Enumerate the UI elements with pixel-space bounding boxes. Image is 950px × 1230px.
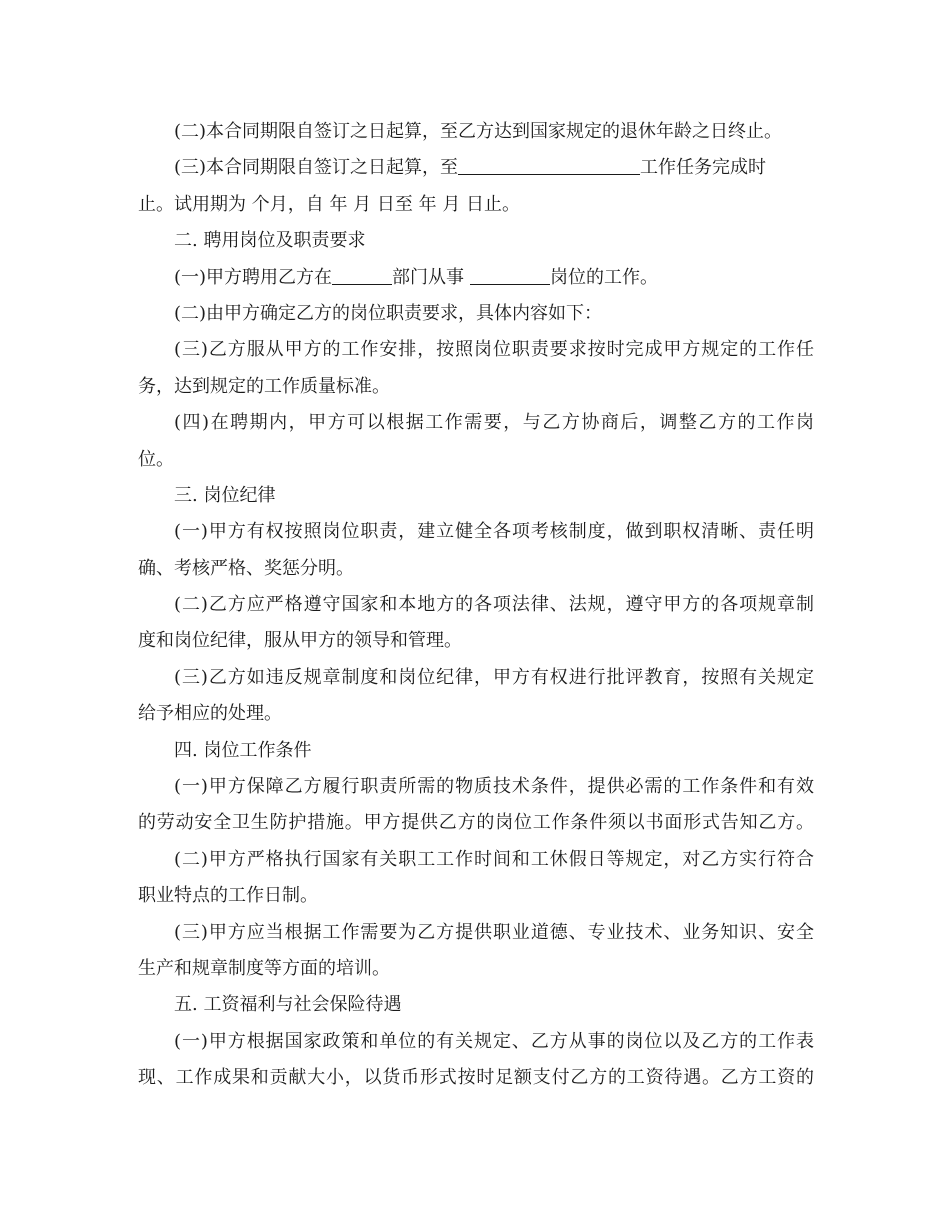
- document-body: [138, 114, 814, 1097]
- paragraph-line: (三)甲方应当根据工作需要为乙方提供职业道德、专业技术、业务知识、安全: [174, 921, 814, 943]
- paragraph-text: 部门从事: [392, 266, 465, 288]
- paragraph-text: 工作任务完成时: [640, 157, 767, 179]
- paragraph-line: 止。试用期为 个月，自 年 月 日至 年 月 日止。: [138, 193, 521, 215]
- paragraph-line: 生产和规章制度等方面的培训。: [138, 957, 390, 979]
- section-heading: 三. 岗位纪律: [174, 484, 276, 506]
- paragraph-line: [138, 260, 814, 296]
- section-heading: 二. 聘用岗位及职责要求: [174, 230, 366, 252]
- paragraph-line: (二)甲方严格执行国家有关职工工作时间和工休假日等规定，对乙方实行符合: [174, 848, 814, 870]
- section-heading: 五. 工资福利与社会保险待遇: [174, 994, 402, 1016]
- paragraph-line: [138, 150, 814, 186]
- fill-in-blank[interactable]: [458, 156, 640, 175]
- paragraph-line: 务，达到规定的工作质量标准。: [138, 375, 390, 397]
- paragraph-line: (一)甲方有权按照岗位职责，建立健全各项考核制度，做到职权清晰、责任明: [174, 521, 814, 543]
- paragraph-line: 职业特点的工作日制。: [138, 885, 318, 907]
- paragraph-line: (三)乙方如违反规章制度和岗位纪律，甲方有权进行批评教育，按照有关规定: [174, 666, 814, 688]
- paragraph-line: (二)本合同期限自签订之日起算，至乙方达到国家规定的退休年龄之日终止。: [174, 121, 783, 142]
- fill-in-blank[interactable]: [332, 266, 392, 285]
- paragraph-line: 确、考核严格、奖惩分明。: [138, 557, 354, 579]
- paragraph-text: 岗位的工作。: [550, 266, 659, 288]
- paragraph-line: 给予相应的处理。: [138, 703, 282, 725]
- paragraph-line: (一)甲方根据国家政策和单位的有关规定、乙方从事的岗位以及乙方的工作表: [174, 1030, 814, 1052]
- paragraph-line: 的劳动安全卫生防护措施。甲方提供乙方的岗位工作条件须以书面形式告知乙方。: [138, 812, 814, 834]
- paragraph-line: (二)乙方应严格遵守国家和本地方的各项法律、法规，遵守甲方的各项规章制: [174, 594, 814, 616]
- paragraph-text: (三)本合同期限自签订之日起算，至: [174, 157, 459, 179]
- paragraph-line: (四)在聘期内，甲方可以根据工作需要，与乙方协商后，调整乙方的工作岗: [174, 412, 814, 434]
- paragraph-text: (一)甲方聘用乙方在: [174, 266, 333, 288]
- paragraph-line: 位。: [138, 448, 174, 470]
- paragraph-line: 现、工作成果和贡献大小，以货币形式按时足额支付乙方的工资待遇。乙方工资的: [138, 1067, 814, 1089]
- paragraph-line: 度和岗位纪律，服从甲方的领导和管理。: [138, 630, 462, 652]
- paragraph-line: (三)乙方服从甲方的工作安排，按照岗位职责要求按时完成甲方规定的工作任: [174, 339, 814, 361]
- section-heading: 四. 岗位工作条件: [174, 739, 312, 761]
- fill-in-blank[interactable]: [470, 266, 550, 285]
- paragraph-line: (一)甲方保障乙方履行职责所需的物质技术条件，提供必需的工作条件和有效: [174, 776, 814, 798]
- paragraph-line: (二)由甲方确定乙方的岗位职责要求，具体内容如下：: [174, 302, 603, 324]
